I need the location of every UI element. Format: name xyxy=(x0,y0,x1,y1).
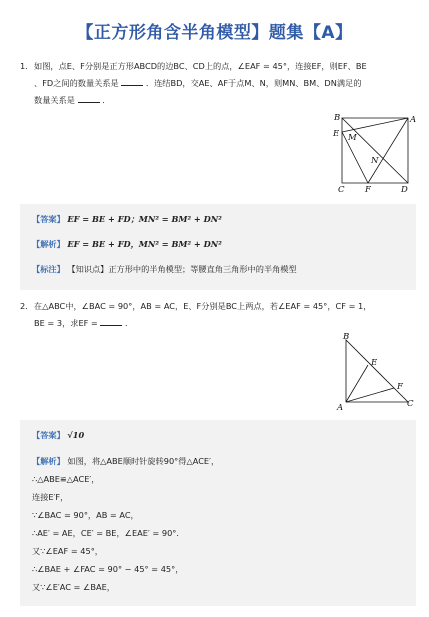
label-M: M xyxy=(348,133,357,143)
analysis-row xyxy=(32,239,222,250)
analysis-text: EF = BE + FD，MN² = BM² + DN² xyxy=(67,239,222,249)
answer-box-1 xyxy=(20,204,416,290)
question-2-line-1 xyxy=(20,298,420,315)
label-F: F xyxy=(365,185,371,195)
label-A: A xyxy=(337,403,344,412)
label-E: E xyxy=(371,358,378,368)
analysis-line: 又∵∠E′AC = ∠BAE， xyxy=(32,582,115,592)
answer-row xyxy=(32,214,222,225)
label-N: N xyxy=(371,156,379,166)
question-text: 、FD之间的数量关系是 xyxy=(34,78,119,88)
analysis-tag: 【解析】 xyxy=(32,456,65,466)
page-title: 【正方形角含半角模型】题集【A】 xyxy=(76,23,353,43)
answer-value: √10 xyxy=(67,430,85,440)
label-D: D xyxy=(401,185,408,195)
analysis-line: 如图，将△ABE顺时针旋转90°得△ACE′， xyxy=(67,456,220,466)
question-2 xyxy=(20,298,420,332)
question-1 xyxy=(20,58,420,109)
question-text: 数量关系是 xyxy=(34,95,75,105)
label-C: C xyxy=(407,399,414,409)
note-text: 【知识点】正方形中的半角模型；等腰直角三角形中的半角模型 xyxy=(67,264,297,274)
answer-tag: 【答案】 xyxy=(32,214,65,224)
answer-box-2 xyxy=(20,420,416,606)
analysis-line: ∴△ABE≌△ACE′， xyxy=(32,474,100,484)
analysis-line: 连接E′F， xyxy=(32,492,69,502)
label-A: A xyxy=(410,115,417,125)
question-text: BE = 3，求EF = xyxy=(34,318,98,328)
question-number: 1. xyxy=(20,61,28,71)
answer-blank[interactable] xyxy=(78,94,100,103)
question-text: 在△ABC中，∠BAC = 90°，AB = AC，E、F分别是BC上两点，若∠EAF = 45°，CF = 1， xyxy=(34,301,372,311)
question-text: ．连结BD，交AE、AF于点M、N，则MN、BM、DN满足的 xyxy=(145,78,362,88)
label-B: B xyxy=(334,113,341,123)
note-row xyxy=(32,264,297,275)
question-number: 2. xyxy=(20,301,28,311)
label-B: B xyxy=(343,332,350,342)
note-tag: 【标注】 xyxy=(32,264,65,274)
answer-blank[interactable] xyxy=(121,77,143,86)
answer-value: EF = BE + FD；MN² = BM² + DN² xyxy=(67,214,222,224)
question-1-line-3 xyxy=(20,92,420,109)
label-F: F xyxy=(397,382,403,392)
question-1-line-1 xyxy=(20,58,420,75)
question-text: 如图，点E、F分别是正方形ABCD的边BC、CD上的点，∠EAF = 45°，连接EF，则EF、BE xyxy=(34,61,367,71)
square-figure xyxy=(330,110,420,199)
question-text: ． xyxy=(102,95,111,105)
question-text: ． xyxy=(125,318,134,328)
label-E: E xyxy=(333,129,340,139)
question-1-line-2 xyxy=(20,75,420,92)
answer-tag: 【答案】 xyxy=(32,430,65,440)
triangle-figure xyxy=(334,330,420,416)
answer-row xyxy=(32,430,84,441)
analysis-tag: 【解析】 xyxy=(32,239,65,249)
analysis-line: ∴AE′ = AE，CE′ = BE，∠EAE′ = 90°． xyxy=(32,528,185,538)
analysis-row xyxy=(32,456,219,467)
analysis-line: ∵∠BAC = 90°，AB = AC， xyxy=(32,510,139,520)
answer-blank[interactable] xyxy=(100,317,122,326)
analysis-line: ∴∠BAE + ∠FAC = 90° − 45° = 45°， xyxy=(32,564,184,574)
label-C: C xyxy=(338,185,345,195)
analysis-line: 又∵∠EAF = 45°， xyxy=(32,546,103,556)
